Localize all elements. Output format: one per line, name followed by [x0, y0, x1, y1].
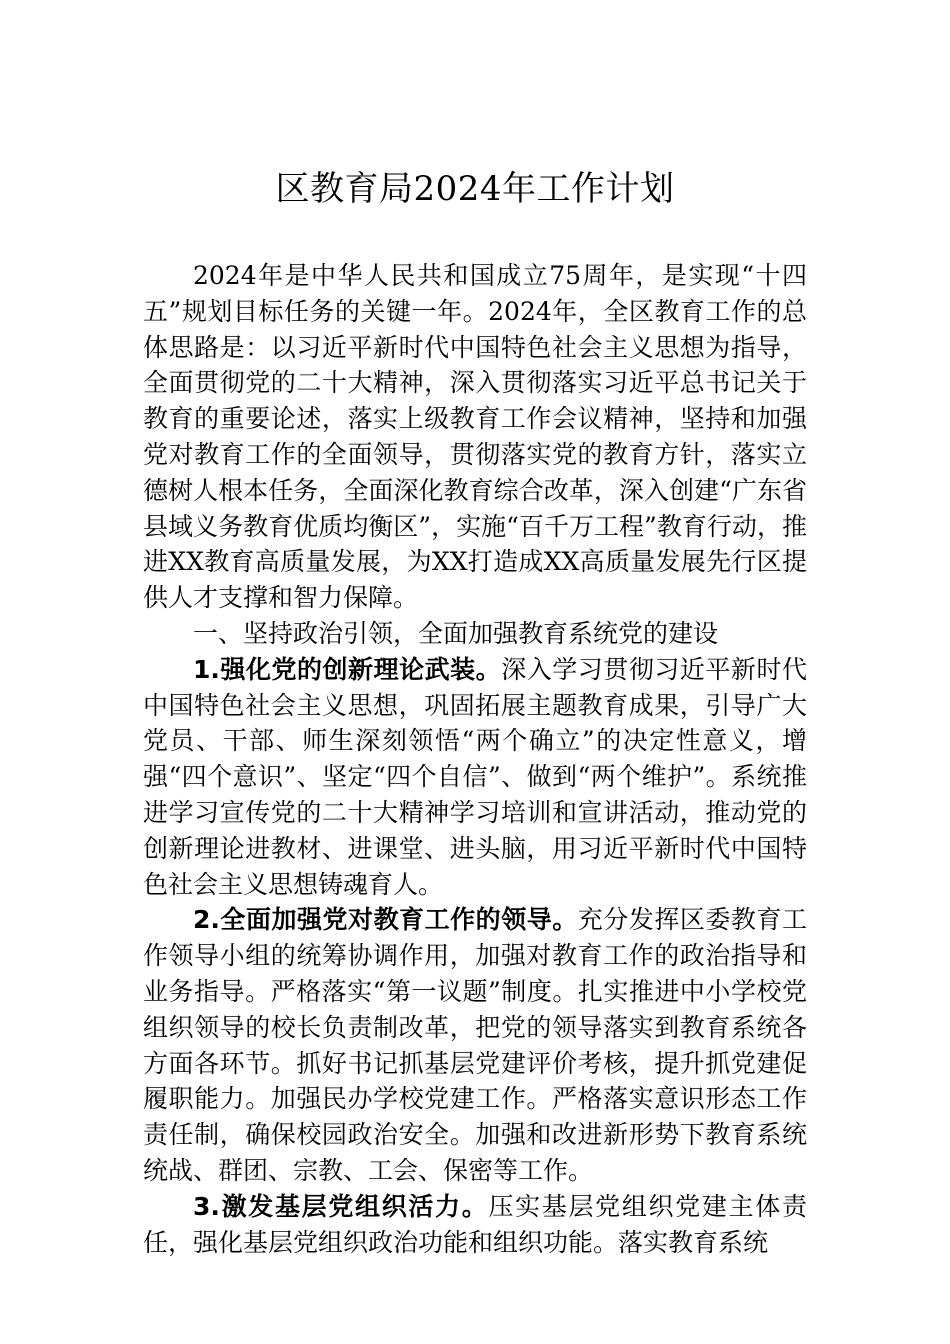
document-body	[143, 258, 807, 1260]
item-paragraph-1	[143, 652, 807, 903]
section-heading: 一、坚持政治引领，全面加强教育系统党的建设	[193, 618, 719, 648]
item-lead-1: 1.强化党的创新理论武装。	[193, 654, 502, 684]
intro-paragraph: 2024年是中华人民共和国成立75周年，是实现“十四五”规划目标任务的关键一年。2024年，全区教育工作的总体思路是：以习近平新时代中国特色社会主义思想为指导，全面贯彻党的二十大精神，深入贯彻落实习近平总书记关于教育的重要论述，落实上级教育工作会议精神，坚持和加强党对教育工作的全面领导，贯彻落实党的教育方针，落实立德树人根本任务，全面深化教育综合改革，深入创建“广东省县域义务教育优质均衡区”，实施“百千万工程”教育行动，推进XX教育高质量发展，为XX打造成XX高质量发展先行区提供人才支撑和智力保障。	[143, 261, 807, 613]
item-lead-2: 2.全面加强党对教育工作的领导。	[193, 905, 578, 935]
item-text-3: 压实基层党组织党建主体责任，强化基层党组织政治功能和组织功能。落实教育系统	[143, 1191, 807, 1257]
item-text-1: 深入学习贯彻习近平新时代中国特色社会主义思想，巩固拓展主题教育成果，引导广大党员、干部、师生深刻领悟“两个确立”的决定性意义，增强“四个意识”、坚定“四个自信”、做到“两个维护”。系统推进学习宣传党的二十大精神学习培训和宣讲活动，推动党的创新理论进教材、进课堂、进头脑，用习近平新时代中国特色社会主义思想铸魂育人。	[143, 654, 807, 899]
item-paragraph-3	[143, 1189, 807, 1261]
document-title: 区教育局2024年工作计划	[275, 169, 675, 209]
item-paragraph-2	[143, 902, 807, 1188]
item-text-2: 充分发挥区委教育工作领导小组的统筹协调作用，加强对教育工作的政治指导和业务指导。严格落实“第一议题”制度。扎实推进中小学校党组织领导的校长负责制改革，把党的领导落实到教育系统各方面各环节。抓好书记抓基层党建评价考核，提升抓党建促履职能力。加强民办学校党建工作。严格落实意识形态工作责任制，确保校园政治安全。加强和改进新形势下教育系统统战、群团、宗教、工会、保密等工作。	[143, 905, 807, 1185]
item-lead-3: 3.激发基层党组织活力。	[193, 1191, 489, 1221]
